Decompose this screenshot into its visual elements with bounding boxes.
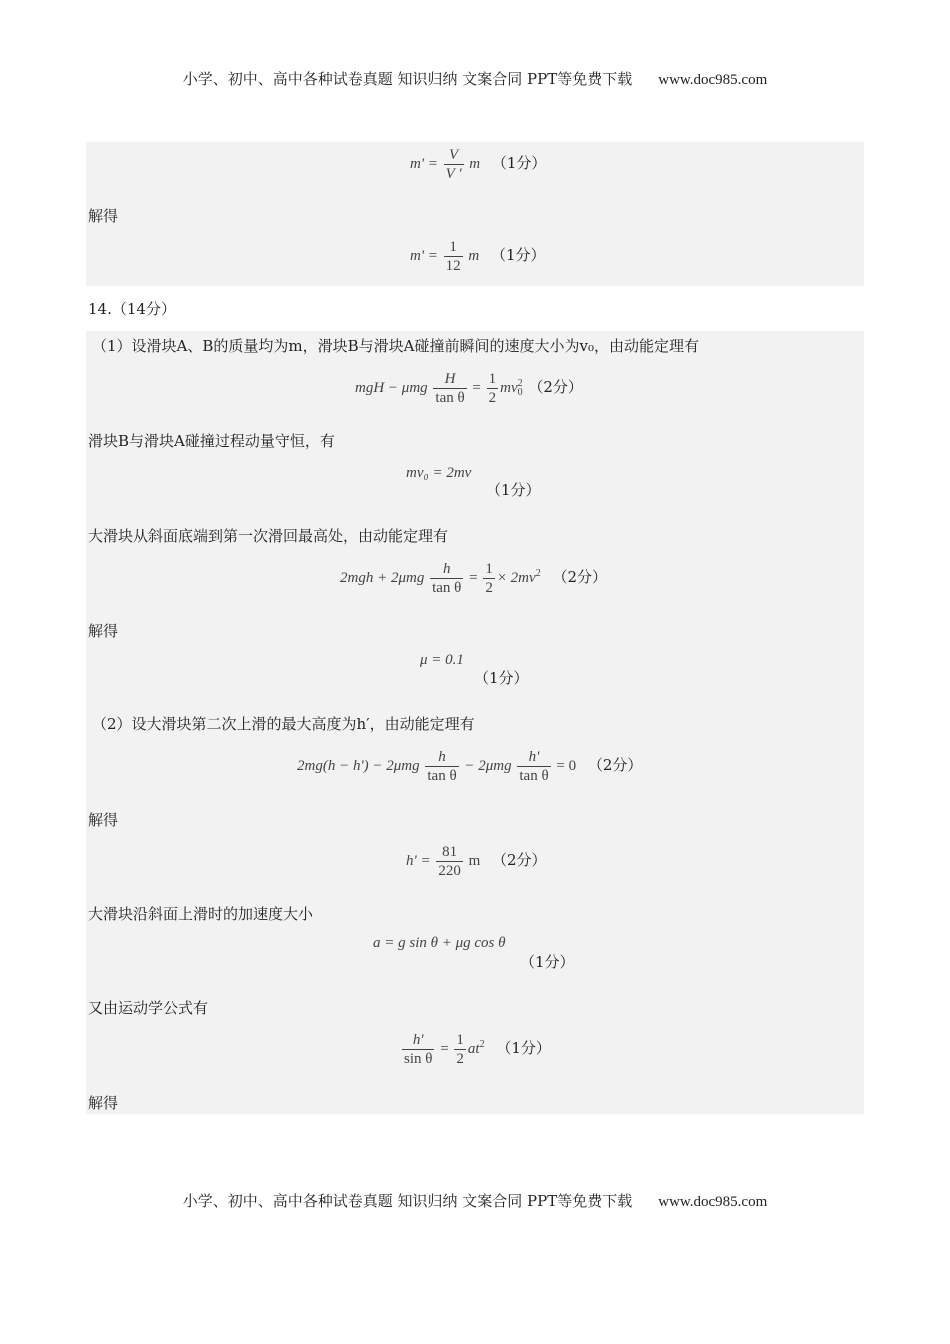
score-label: （1分） — [491, 245, 546, 264]
eq-part: = 0 — [556, 757, 577, 774]
equation-kinematics — [400, 1031, 551, 1068]
equation-momentum — [406, 465, 471, 482]
eq-part: mgH − μmg — [355, 379, 428, 396]
score-label: （1分） — [520, 953, 575, 971]
paragraph-energy-2: 大滑块从斜面底端到第一次滑回最高处，由动能定理有 — [88, 527, 449, 545]
equation-acceleration — [373, 935, 506, 952]
eq-den: 2 — [488, 390, 497, 406]
eq-sup: 2 — [479, 1038, 485, 1050]
equation-energy-3 — [297, 748, 642, 785]
eq-part: at — [467, 1040, 480, 1057]
fraction — [436, 843, 463, 880]
eq-part: mv — [500, 379, 518, 396]
solve-text: 解得 — [88, 1094, 119, 1112]
fraction — [444, 146, 464, 183]
solve-text: 解得 — [88, 622, 119, 640]
eq-part: = — [469, 569, 478, 586]
footer-text: 小学、初中、高中各种试卷真题 知识归纳 文案合同 PPT等免费下载 — [182, 1192, 633, 1210]
eq-den: tan θ — [427, 768, 457, 784]
equation-m-prime-ratio — [410, 146, 546, 183]
score-label: （1分） — [496, 1038, 551, 1057]
page-header — [0, 68, 950, 89]
eq-part: m — [468, 247, 480, 264]
page-footer — [0, 1190, 950, 1211]
eq-part: μ = 0.1 — [420, 652, 464, 668]
eq-part: m — [469, 155, 481, 172]
eq-den: tan θ — [519, 768, 549, 784]
equation-energy-2 — [340, 560, 607, 597]
eq-den: 12 — [445, 258, 461, 274]
equation-h-prime — [406, 843, 547, 880]
eq-part: 2mgh + 2μmg — [340, 569, 425, 586]
fraction — [402, 1031, 434, 1068]
paragraph-acceleration: 大滑块沿斜面上滑时的加速度大小 — [88, 905, 314, 923]
eq-num: h — [442, 561, 451, 577]
fraction — [430, 560, 463, 597]
eq-sub: 0 — [517, 386, 523, 398]
eq-part: a = g sin θ + μg cos θ — [373, 935, 506, 951]
eq-den: V ' — [445, 166, 462, 182]
eq-part: = — [472, 379, 481, 396]
fraction — [454, 1031, 466, 1068]
eq-den: sin θ — [404, 1051, 433, 1067]
score-label: （1分） — [486, 481, 541, 499]
footer-url: www.doc985.com — [658, 1194, 768, 1210]
fraction — [483, 560, 495, 597]
score-label: （2分） — [552, 567, 607, 586]
score-label: （1分） — [474, 669, 529, 687]
score-label: （2分） — [528, 377, 583, 396]
header-url: www.doc985.com — [658, 72, 768, 88]
eq-part: − 2μmg — [464, 757, 512, 774]
eq-den: 220 — [438, 863, 461, 879]
eq-part: = — [440, 1040, 449, 1057]
paragraph-part1-intro: （1）设滑块A、B的质量均为m，滑块B与滑块A碰撞前瞬间的速度大小为v₀，由动能定理有 — [92, 337, 699, 355]
solve-text: 解得 — [88, 811, 119, 829]
eq-part: × 2mv — [496, 569, 536, 586]
eq-den: tan θ — [432, 580, 462, 596]
eq-sup: 2 — [535, 567, 541, 579]
solve-text: 解得 — [88, 207, 119, 225]
eq-num: 1 — [444, 238, 463, 257]
eq-den: tan θ — [435, 390, 465, 406]
eq-num: h' — [412, 1032, 424, 1048]
eq-num: h' — [528, 749, 540, 765]
eq-sup: 2 — [517, 377, 523, 389]
eq-num: V — [449, 147, 459, 163]
fraction — [425, 748, 458, 785]
equation-energy-1 — [355, 370, 583, 407]
header-text: 小学、初中、高中各种试卷真题 知识归纳 文案合同 PPT等免费下载 — [182, 70, 633, 88]
paragraph-part2-intro: （2）设大滑块第二次上滑的最大高度为h′，由动能定理有 — [92, 715, 475, 733]
eq-num: 1 — [488, 371, 497, 387]
eq-part: m' = — [410, 247, 438, 264]
eq-part: m — [468, 852, 481, 869]
fraction — [433, 370, 466, 407]
eq-part: 2mg(h − h') − 2μmg — [297, 757, 420, 774]
eq-num: 1 — [485, 561, 493, 577]
eq-num: 81 — [436, 843, 463, 862]
fraction — [487, 370, 499, 407]
paragraph-kinematics: 又由运动学公式有 — [88, 999, 209, 1017]
fraction — [517, 748, 550, 785]
question-title: 14.（14分） — [88, 300, 176, 318]
eq-num: 1 — [456, 1032, 464, 1048]
eq-part: mv₀ = 2mv — [406, 465, 472, 481]
eq-num: H — [444, 371, 456, 387]
eq-den: 2 — [456, 1051, 464, 1067]
eq-den: 2 — [485, 580, 493, 596]
score-label: （1分） — [491, 153, 547, 172]
score-label: （2分） — [492, 850, 547, 869]
eq-part: m' = — [410, 155, 438, 172]
eq-part: h' = — [406, 852, 431, 869]
score-label: （2分） — [587, 755, 643, 774]
paragraph-momentum: 滑块B与滑块A碰撞过程动量守恒，有 — [88, 432, 335, 450]
equation-mu — [420, 652, 464, 669]
eq-num: h — [438, 749, 446, 765]
equation-m-prime-result — [410, 238, 546, 275]
fraction — [444, 238, 463, 275]
